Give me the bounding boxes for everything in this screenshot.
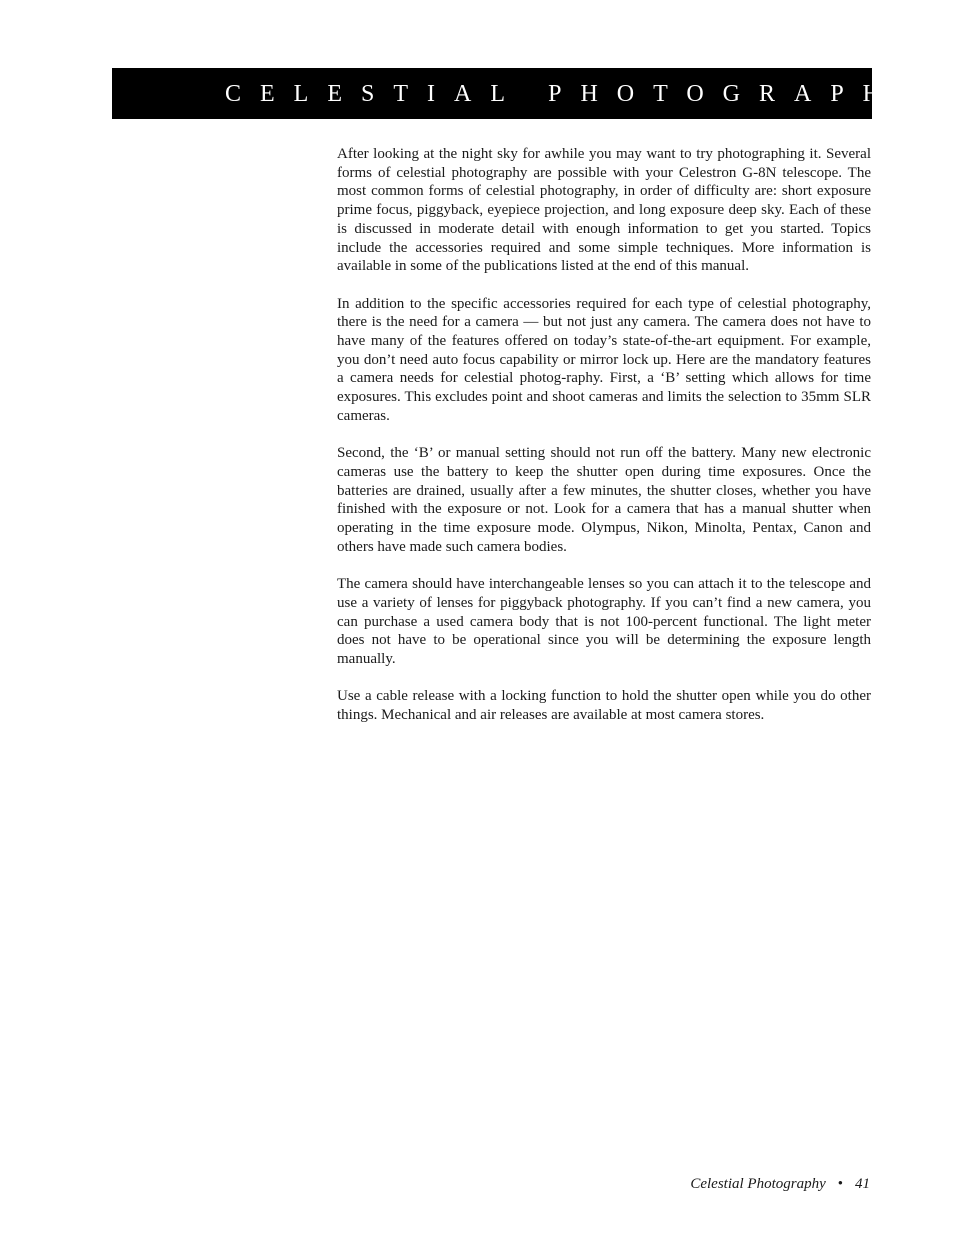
body-text [337,145,871,743]
paragraph-lenses: The camera should have interchangeable lenses so you can attach it to the telescope and use a variety of lenses for piggyback photography. If you can’t find a new camera, you can purchase a used camera body that is not 100-percent functional. The light meter does not have to be operational since you will be determining the exposure length manually. [337,576,871,667]
footer-separator: • [837,1176,843,1192]
chapter-title: CELESTIAL PHOTOGRAPHY [225,81,936,107]
chapter-header-bar [112,68,936,119]
paragraph-intro: After looking at the night sky for awhile you may want to try photographing it. Several forms of celestial photography are possible with your Celestron G-8N telescope. The most common forms of celestial photography, in order of difficulty are: short exposure prime focus, piggyback, eyepiece projection, and long exposure deep sky. Each of these is discussed in moderate detail with enough information to get you started. Topics include the accessories required and some simple techniques. More information is available in some of the publications listed at the end of this manual. [337,146,871,275]
page-footer [690,1176,870,1193]
paragraph-camera-requirements: In addition to the specific accessories required for each type of celestial photography, there is the need for a camera — but not just any camera. The camera does not have to have many of the features offered on today’s state-of-the-art equipment. For example, you don’t need auto focus capability or mirror lock up. Here are the mandatory features a camera needs for celestial photog-raphy. First, a ‘B’ setting which allows for time exposures. This excludes point and shoot cameras and limits the selection to 35mm SLR cameras. [337,295,871,424]
paragraph-cable-release: Use a cable release with a locking function to hold the shutter open while you do other things. Mechanical and air releases are available at most camera stores. [337,688,871,724]
page-number: 41 [855,1176,870,1192]
footer-section-title: Celestial Photography [690,1176,826,1192]
paragraph-battery: Second, the ‘B’ or manual setting should not run off the battery. Many new electronic cameras use the battery to keep the shutter open during time exposures. Once the batteries are drained, usually after a few minutes, the shutter closes, whether you have finished with the exposure or not. Look for a camera that has a manual shutter when operating in the time exposure mode. Olympus, Nikon, Minolta, Pentax, Canon and others have made such camera bodies. [337,445,871,555]
